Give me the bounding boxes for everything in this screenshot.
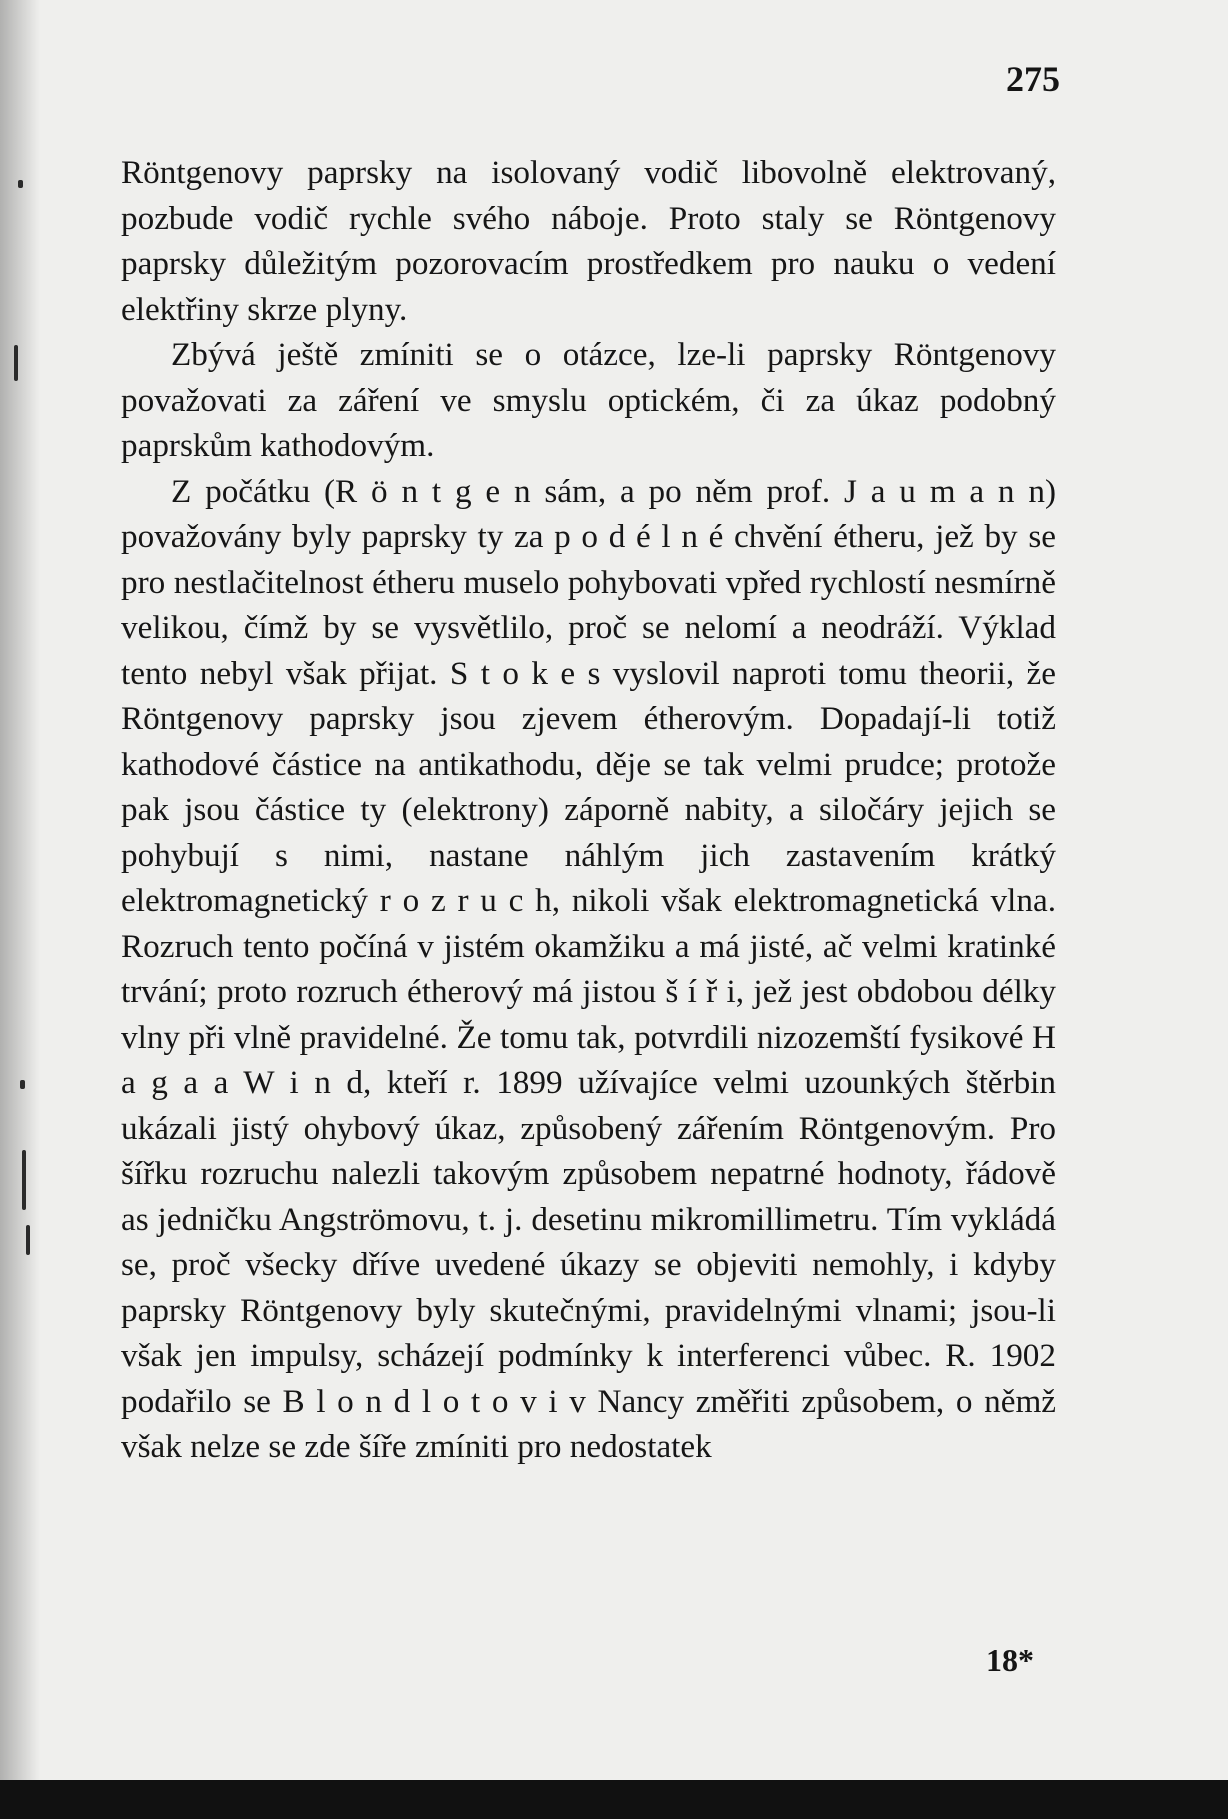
scan-speck (20, 1080, 25, 1089)
page-number: 275 (1006, 59, 1060, 99)
scan-speck (26, 1225, 30, 1255)
paragraph-3: Z počátku (R ö n t g e n sám, a po něm prof. J a u m a n n) považovány byly paprsky ty za p o d é l n é chvění étheru, jež by se pro nestlačitelnost étheru muselo pohybovati vpřed rychlostí nesmírně velikou, čímž by se vysvětlilo, proč se nelomí a neodráží. Výklad tento nebyl však přijat. S t o k e s vyslovil naproti tomu theorii, že Röntgenovy paprsky jsou zjevem étherovým. Dopadají-li totiž kathodové částice na antikathodu, děje se tak velmi prudce; protože pak jsou částice ty (elektrony) záporně nabity, a siločáry jejich se pohybují s nimi, nastane náhlým jich zastavením krátký elektromagnetický r o z r u c h, nikoli však elektromagnetická vlna. Rozruch tento počíná v jistém okamžiku a má jisté, ač velmi kratinké trvání; proto rozruch étherový má jistou š í ř i, jež jest obdobou délky vlny při vlně pravidelné. Že tomu tak, potvrdili nizozemští fysikové H a g a a W i n d, kteří r. 1899 užívajíce velmi uzounkých štěrbin ukázali jistý ohybový úkaz, způsobený zářením Röntgenovým. Pro šířku rozruchu nalezli takovým způsobem nepatrné hodnoty, řádově as jedničku Angströmovu, t. j. desetinu mikromillimetru. Tím vykládá se, proč všecky dříve uvedené úkazy se objeviti nemohly, i kdyby paprsky Röntgenovy byly skutečnými, pravidelnými vlnami; jsou-li však jen impulsy, scházejí podmínky k interferenci vůbec. R. 1902 podařilo se B l o n d l o t o v i v Nancy změřiti způsobem, o němž však nelze se zde šíře zmíniti pro nedostatek (121, 472, 1056, 1465)
scan-speck (22, 1150, 26, 1210)
scan-speck (14, 345, 18, 381)
printer-signature: 18* (986, 1642, 1034, 1678)
paragraph-1: Röntgenovy paprsky na isolovaný vodič libovolně elektrovaný, pozbude vodič rychle svého náboje. Proto staly se Röntgenovy paprsky důležitým pozorovacím prostředkem pro nauku o vedení elektřiny skrze plyny. (121, 154, 1056, 328)
scan-speck (18, 180, 23, 188)
body-text (121, 150, 1056, 1470)
scan-border (0, 1780, 1228, 1819)
paragraph-2: Zbývá ještě zmíniti se o otázce, lze-li paprsky Röntgenovy považovati za záření ve smyslu optickém, či za úkaz podobný paprskům kathodovým. (121, 336, 1056, 464)
